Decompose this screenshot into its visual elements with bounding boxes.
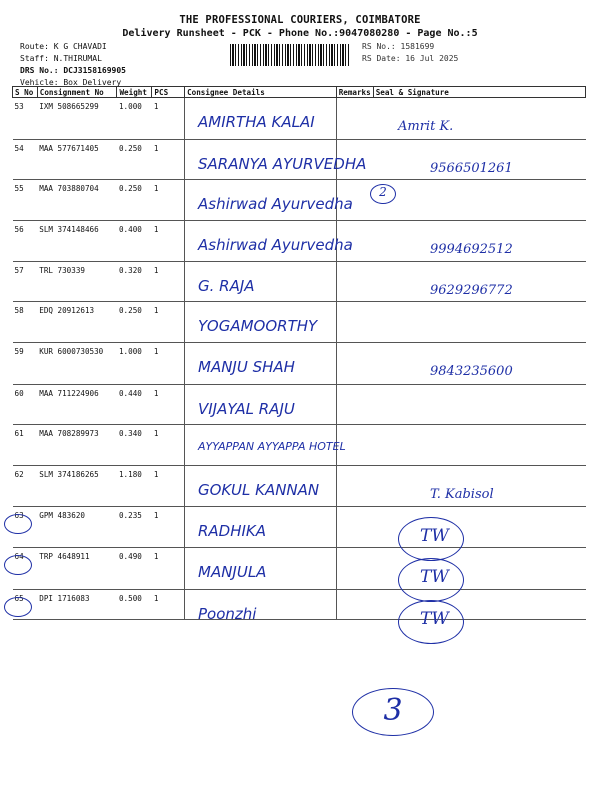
col-consignment: Consignment No: [37, 87, 117, 98]
handwritten-consignee: SARANYA AYURVEDHA: [198, 155, 367, 173]
cell-weight: 0.400: [117, 221, 152, 262]
route-label: Route: K G CHAVADI: [20, 42, 107, 51]
table-row: [13, 548, 586, 590]
cell-sno: 61: [13, 425, 38, 466]
drs-label: DRS No.: DCJ3158169905: [20, 66, 126, 75]
cell-remarks: [336, 385, 373, 425]
rs-date-label: RS Date: 16 Jul 2025: [362, 54, 459, 63]
cell-pcs: 1: [152, 548, 185, 590]
cell-sno: 59: [13, 343, 38, 385]
cell-pcs: 1: [152, 262, 185, 302]
cell-pcs: 1: [152, 140, 185, 180]
handwritten-consignee: MANJULA: [198, 563, 267, 581]
cell-sno: 54: [13, 140, 38, 180]
cell-pcs: 1: [152, 180, 185, 221]
handwritten-signature: Amrit K.: [398, 119, 454, 134]
col-consignee: Consignee Details: [185, 87, 337, 98]
cell-weight: 1.180: [117, 466, 152, 507]
cell-consignment-no: SLM 374186265: [37, 466, 117, 507]
cell-consignment-no: DPI 1716083: [37, 590, 117, 620]
annotation-circled-two: 2: [370, 184, 396, 204]
col-pcs: PCS: [152, 87, 185, 98]
handwritten-signature: TW: [420, 567, 449, 587]
handwritten-consignee: G. RAJA: [198, 277, 255, 295]
handwritten-consignee: GOKUL KANNAN: [198, 481, 320, 499]
cell-remarks: [336, 262, 373, 302]
table-row: [13, 507, 586, 548]
cell-consignment-no: IXM 508665299: [37, 98, 117, 140]
cell-consignment-no: SLM 374148466: [37, 221, 117, 262]
cell-pcs: 1: [152, 302, 185, 343]
cell-remarks: [336, 466, 373, 507]
handwritten-consignee: AMIRTHA KALAI: [198, 113, 315, 131]
cell-sno: 62: [13, 466, 38, 507]
cell-weight: 0.250: [117, 180, 152, 221]
handwritten-consignee: Ashirwad Ayurvedha: [198, 195, 353, 213]
cell-pcs: 1: [152, 343, 185, 385]
barcode: [230, 44, 350, 66]
handwritten-signature: TW: [420, 609, 449, 629]
handwritten-signature: TW: [420, 526, 449, 546]
cell-consignment-no: GPM 483620: [37, 507, 117, 548]
cell-sno: 60: [13, 385, 38, 425]
cell-consignment-no: TRL 730339: [37, 262, 117, 302]
col-weight: Weight: [117, 87, 152, 98]
cell-consignment-no: MAA 711224906: [37, 385, 117, 425]
cell-sno: 58: [13, 302, 38, 343]
cell-weight: 0.320: [117, 262, 152, 302]
runsheet-subtitle: Delivery Runsheet - PCK - Phone No.:9047080280 - Page No.:5: [122, 28, 478, 39]
cell-weight: 0.440: [117, 385, 152, 425]
handwritten-consignee: Poonzhi: [198, 605, 257, 623]
cell-pcs: 1: [152, 98, 185, 140]
cell-pcs: 1: [152, 507, 185, 548]
cell-sno: 65: [13, 590, 38, 620]
cell-pcs: 1: [152, 385, 185, 425]
meta-right: [362, 41, 458, 65]
cell-weight: 1.000: [117, 98, 152, 140]
cell-weight: 0.500: [117, 590, 152, 620]
cell-consignment-no: MAA 703880704: [37, 180, 117, 221]
cell-sno: 63: [13, 507, 38, 548]
cell-pcs: 1: [152, 425, 185, 466]
cell-consignment-no: KUR 6000730530: [37, 343, 117, 385]
cell-sno: 57: [13, 262, 38, 302]
col-signature: Seal & Signature: [373, 87, 585, 98]
cell-remarks: [336, 302, 373, 343]
vehicle-label: Vehicle: Box Delivery: [20, 78, 122, 87]
cell-remarks: [336, 590, 373, 620]
cell-signature: [373, 180, 585, 221]
cell-sno: 55: [13, 180, 38, 221]
cell-weight: 1.000: [117, 343, 152, 385]
handwritten-consignee: Ashirwad Ayurvedha: [198, 236, 353, 254]
table-header: [13, 87, 586, 98]
handwritten-signature: 9629296772: [430, 283, 513, 298]
meta-left: [20, 41, 126, 89]
cell-consignment-no: TRP 4648911: [37, 548, 117, 590]
cell-pcs: 1: [152, 590, 185, 620]
cell-weight: 0.250: [117, 302, 152, 343]
cell-remarks: [336, 548, 373, 590]
cell-signature: [373, 425, 585, 466]
cell-consignment-no: MAA 577671405: [37, 140, 117, 180]
cell-consignment-no: EDQ 20912613: [37, 302, 117, 343]
cell-sno: 53: [13, 98, 38, 140]
page-title: THE PROFESSIONAL COURIERS, COIMBATORE: [179, 14, 421, 26]
cell-consignment-no: MAA 708289973: [37, 425, 117, 466]
handwritten-consignee: VIJAYAL RAJU: [198, 400, 295, 418]
staff-label: Staff: N.THIRUMAL: [20, 54, 102, 63]
cell-weight: 0.235: [117, 507, 152, 548]
handwritten-signature: 9566501261: [430, 161, 513, 176]
cell-sno: 56: [13, 221, 38, 262]
handwritten-consignee: AYYAPPAN AYYAPPA HOTEL: [198, 440, 346, 453]
cell-remarks: [336, 343, 373, 385]
cell-signature: [373, 302, 585, 343]
cell-sno: 64: [13, 548, 38, 590]
cell-pcs: 1: [152, 466, 185, 507]
col-sno: S No: [13, 87, 38, 98]
table-row: [13, 385, 586, 425]
table-row: [13, 590, 586, 620]
annotation-circled-three: 3: [352, 688, 434, 736]
handwritten-signature: 9994692512: [430, 242, 513, 257]
cell-pcs: 1: [152, 221, 185, 262]
cell-weight: 0.340: [117, 425, 152, 466]
cell-signature: [373, 385, 585, 425]
rs-no-label: RS No.: 1581699: [362, 42, 435, 51]
handwritten-consignee: YOGAMOORTHY: [198, 317, 318, 335]
sno-mark-circle: [4, 555, 32, 575]
cell-weight: 0.490: [117, 548, 152, 590]
handwritten-signature: T. Kabisol: [430, 487, 494, 502]
sno-mark-circle: [4, 597, 32, 617]
handwritten-signature: 9843235600: [430, 364, 513, 379]
cell-remarks: [336, 507, 373, 548]
handwritten-consignee: MANJU SHAH: [198, 358, 295, 376]
cell-weight: 0.250: [117, 140, 152, 180]
col-remarks: Remarks: [336, 87, 373, 98]
sno-mark-circle: [4, 514, 32, 534]
handwritten-consignee: RADHIKA: [198, 522, 267, 540]
cell-remarks: [336, 98, 373, 140]
